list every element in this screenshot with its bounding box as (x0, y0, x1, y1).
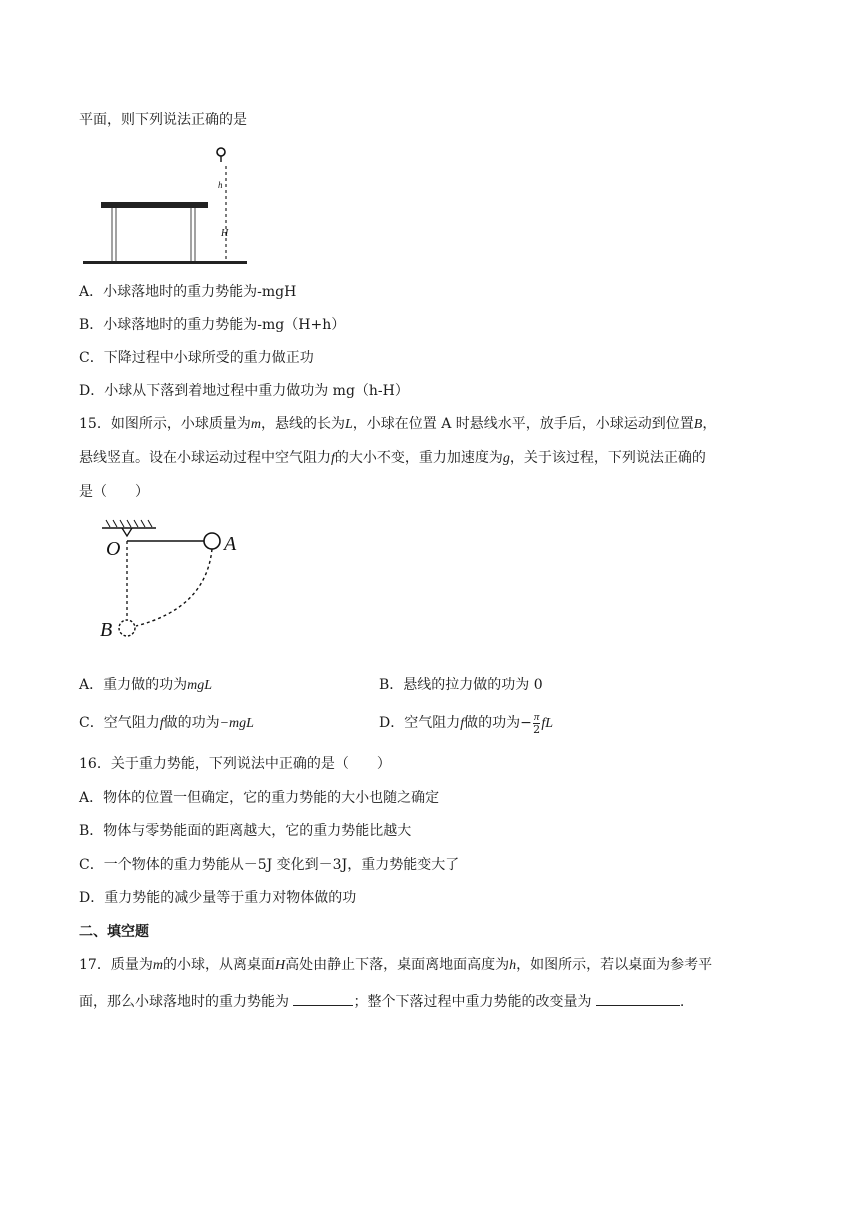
q17-l2a: 面，那么小球落地时的重力势能为 (79, 994, 289, 1010)
q16-option-d: D．重力势能的减少量等于重力对物体做的功 (79, 890, 357, 906)
q15-opta-math: mgL (187, 678, 213, 693)
q17-l1c: 高处由静止下落，桌面离地面高度为 (285, 957, 510, 973)
q17-H: H (274, 958, 286, 973)
ball-a-icon (204, 533, 220, 549)
q15-option-c (79, 713, 254, 734)
q15-stem-line3: 是（ ） (79, 484, 149, 500)
q17-l1d: ，如图所示，若以桌面为参考平 (516, 957, 713, 973)
q14-label-H: H (221, 228, 229, 239)
q15-f: f (331, 451, 335, 466)
q16-option-b: B．物体与零势能面的距离越大，它的重力势能比越大 (79, 823, 412, 839)
q15-optc-pre: C．空气阻力 (79, 715, 160, 731)
q14-option-b: B．小球落地时的重力势能为-mg（H+h） (79, 317, 346, 333)
q15-optc-f: f (159, 716, 164, 731)
q15-stem-line2 (79, 448, 706, 469)
q17-line1 (79, 955, 712, 976)
q15-optc-math: −mgL (219, 716, 254, 731)
q15-l1c: ，小球在位置 A 时悬线水平，放手后，小球运动到位置 (352, 416, 694, 432)
q15-optc-mid: 做的功为 (163, 715, 220, 731)
q15-option-a (79, 675, 212, 696)
q17-m: m (152, 958, 163, 973)
q15-optd-mid: 做的功为 (464, 715, 521, 731)
q15-label-O: O (106, 538, 121, 560)
q15-l2a: 悬线竖直。设在小球运动过程中空气阻力 (79, 450, 331, 466)
q17-blank-2[interactable] (596, 991, 680, 1006)
q15-l2c: ，关于该过程，下列说法正确的 (509, 450, 706, 466)
q15-l2b: 的大小不变，重力加速度为 (334, 450, 503, 466)
q15-optd-tail: fL (541, 716, 554, 731)
q15-optd-den: 2 (533, 722, 541, 736)
q15-l1d: ， (702, 416, 717, 432)
q15-optd-num: π (533, 710, 540, 723)
q15-L: L (344, 417, 353, 432)
q16-option-c: C．一个物体的重力势能从－5J 变化到－3J，重力势能变大了 (79, 857, 460, 873)
q15-optd-pre: D．空气阻力 (379, 715, 461, 731)
q15-optd-f: f (460, 716, 465, 731)
q14-table-figure (79, 142, 249, 270)
q17-h: h (509, 958, 517, 973)
q17-l1a: 17．质量为 (79, 957, 153, 973)
q14-label-h: h (218, 180, 223, 190)
q15-m: m (250, 417, 261, 432)
q15-option-b: B．悬线的拉力做的功为 0 (379, 677, 543, 693)
q14-option-a: A．小球落地时的重力势能为-mgH (79, 284, 297, 300)
q17-l2c: . (679, 994, 685, 1010)
q15-label-B: B (100, 619, 113, 641)
q15-pendulum-figure (96, 518, 256, 644)
q14-stem-tail: 平面，则下列说法正确的是 (79, 112, 247, 128)
q15-stem-line1 (79, 414, 716, 435)
q15-label-A: A (224, 533, 237, 555)
q15-l1a: 如图所示，小球质量为 (110, 416, 251, 432)
q16-stem: 16．关于重力势能，下列说法中正确的是（ ） (79, 756, 391, 772)
ball-b-icon (119, 620, 135, 636)
q17-l1b: 的小球，从离桌面 (162, 957, 275, 973)
q17-line2 (79, 991, 684, 1012)
q15-option-d (379, 709, 553, 738)
q17-l2b: ；整个下落过程中重力势能的改变量为 (353, 994, 592, 1010)
q17-blank-1[interactable] (293, 991, 353, 1006)
q15-number: 15． (79, 416, 111, 432)
ball-icon (217, 148, 225, 156)
q14-option-d: D．小球从下落到着地过程中重力做功为 mg（h-H） (79, 383, 409, 399)
q15-optd-fraction (533, 711, 541, 736)
section-title: 二、填空题 (79, 924, 149, 940)
q15-l1b: ，悬线的长为 (260, 416, 345, 432)
q14-option-c: C．下降过程中小球所受的重力做正功 (79, 350, 314, 366)
q15-B: B (693, 417, 703, 432)
q16-option-a: A．物体的位置一但确定，它的重力势能的大小也随之确定 (79, 790, 440, 806)
q15-opta-text: A．重力做的功为 (79, 677, 188, 693)
q15-g: g (502, 451, 510, 466)
q15-optd-minus: − (520, 715, 532, 731)
